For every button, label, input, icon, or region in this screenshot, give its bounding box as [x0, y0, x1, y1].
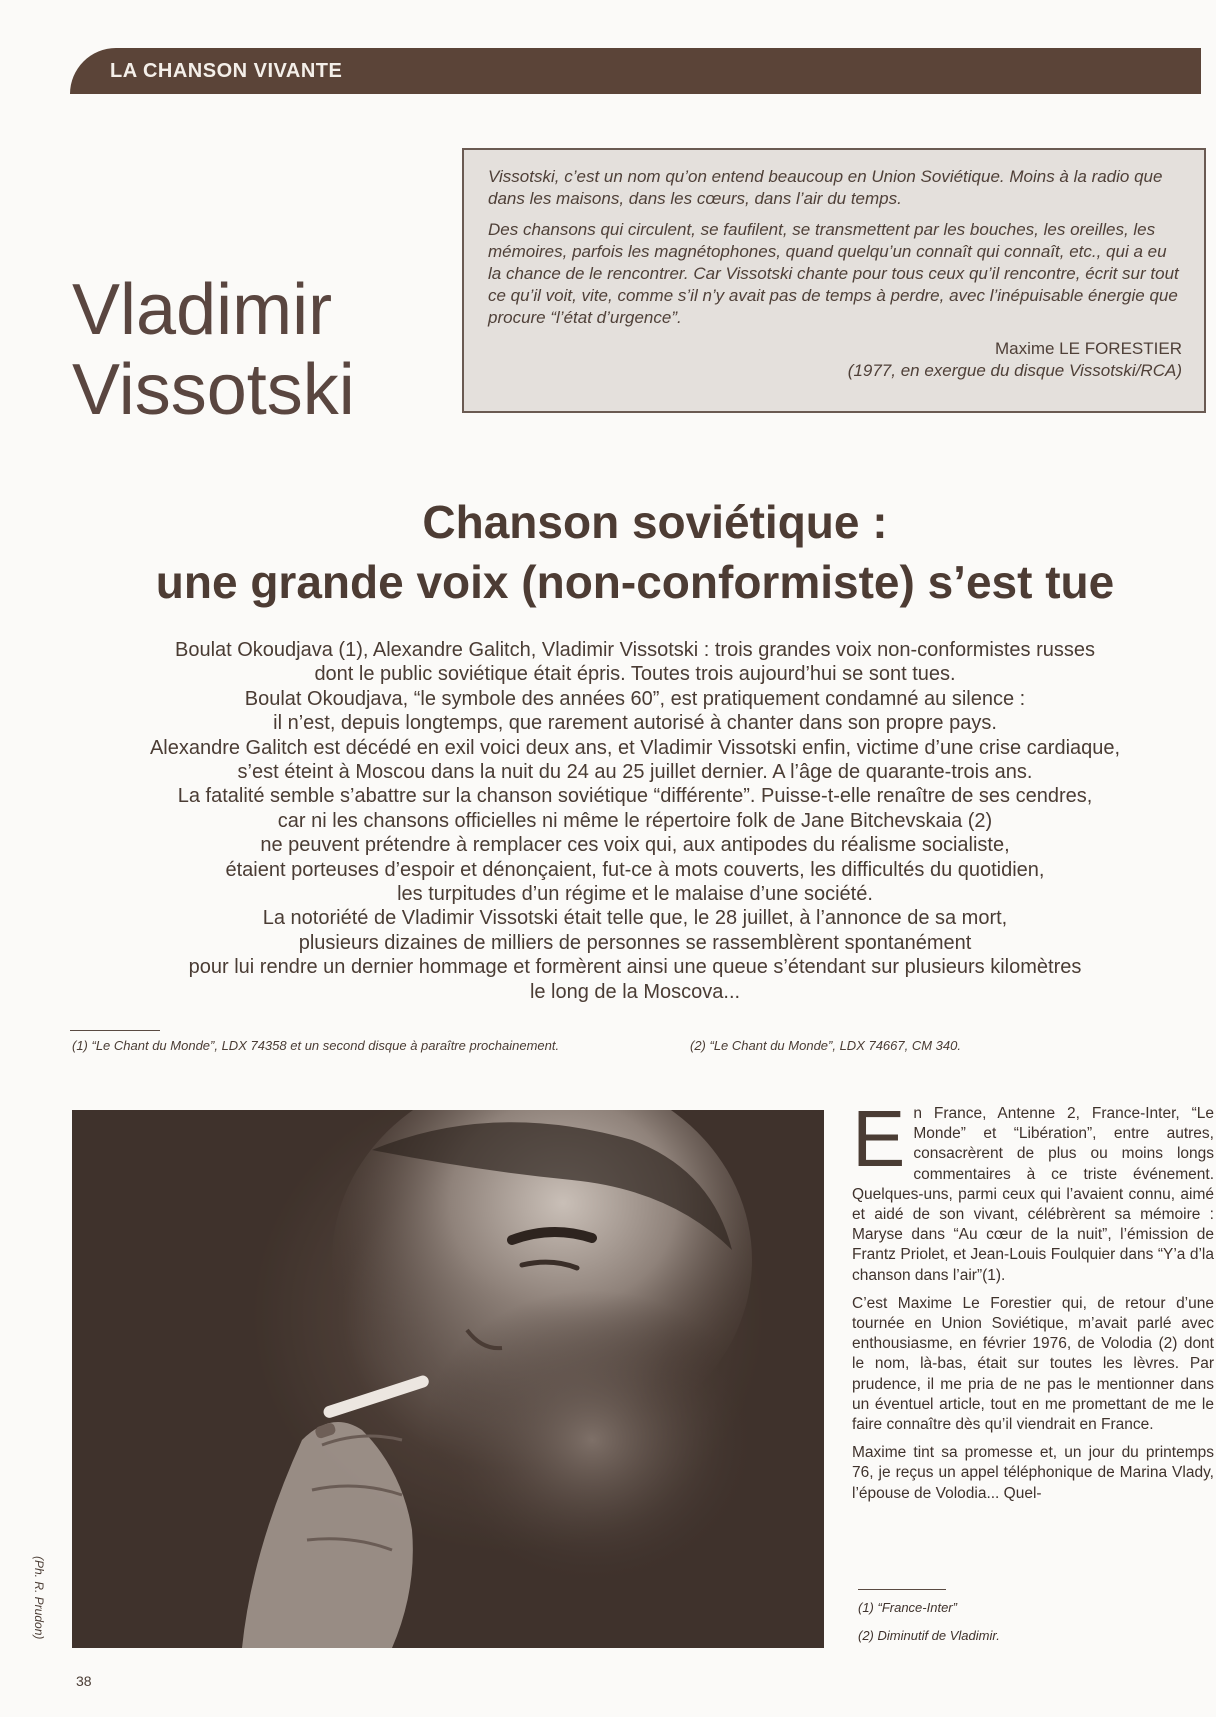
lead-line: car ni les chansons officielles ni même le répertoire folk de Jane Bitchevskaia (2) — [277, 809, 993, 832]
lead-line: étaient porteuses d’espoir et dénonçaient, fut-ce à mots couverts, les difficultés du quotidien, — [225, 858, 1045, 881]
lead-line: le long de la Moscova... — [529, 980, 741, 1003]
page-number: 38 — [76, 1673, 92, 1689]
portrait-photo — [72, 1110, 824, 1648]
lead-line: les turpitudes d’un régime et le malaise d’une société. — [397, 883, 873, 906]
photo-credit: (Ph. R. Prudon) — [32, 1556, 46, 1640]
lead-line: La notoriété de Vladimir Vissotski était telle que, le 28 juillet, à l’annonce de sa mort, — [262, 907, 1008, 930]
lead-line: Boulat Okoudjava, “le symbole des années 60”, est pratiquement condamné au silence : — [244, 687, 1026, 710]
paragraph-text: n France, Antenne 2, France-Inter, “Le Monde” et “Libération”, entre autres, consacrèrent de plus ou moins longs commentaires à ce triste événement. Quelques-uns, parmi ceux qui l’avaient connu, aimé et aidé de son vivant, célébrèrent sa mémoire : Maryse dans “Au cœur de la nuit”, l’émission de Frantz Priolet, et Jean-Louis Foulquier dans “Y’a d’la chanson dans l’air”(1). — [852, 1105, 1214, 1284]
title-line-1: Chanson soviétique : — [422, 496, 888, 548]
footnote-2: (2) “Le Chant du Monde”, LDX 74667, CM 340. — [690, 1038, 961, 1053]
article-title — [60, 492, 1210, 612]
body-paragraph: Maxime tint sa promesse et, un jour du printemps 76, je reçus un appel téléphonique de Marina Vlady, l’épouse de Volodia... Quel- — [852, 1444, 1214, 1502]
body-column — [852, 1094, 1214, 1512]
lead-line: plusieurs dizaines de milliers de personnes se rassemblèrent spontanément — [298, 931, 972, 954]
article-name-heading — [72, 270, 422, 430]
lead-line: dont le public soviétique était épris. Toutes trois aujourd’hui se sont tues. — [314, 663, 956, 686]
name-first: Vladimir — [72, 270, 333, 350]
column-footnote-2: (2) Diminutif de Vladimir. — [858, 1628, 1000, 1643]
epigraph-signature: Maxime LE FORESTIER — [994, 339, 1182, 358]
epigraph-box — [462, 148, 1206, 413]
lead-line: pour lui rendre un dernier hommage et formèrent ainsi une queue s’étendant sur plusieurs kilomètres — [188, 956, 1082, 979]
lead-line: il n’est, depuis longtemps, que rarement autorisé à chanter dans son propre pays. — [273, 712, 997, 735]
column-footnote-1: (1) “France-Inter” — [858, 1600, 957, 1615]
section-banner — [70, 48, 1201, 94]
name-last: Vissotski — [72, 350, 355, 430]
drop-cap: E — [852, 1094, 906, 1183]
epigraph-paragraph: Des chansons qui circulent, se faufilent, se transmettent par les bouches, les oreilles, les mémoires, parfois les magnétophones, quand quelqu’un connaît qui connaît, etc., qui a eu la chance de le rencontrer. Car Vissotski chante pour tous ceux qu’il rencontre, écrit sur tout ce qu’il voit, vite, comme s’il n’y avait pas de temps à perdre, avec l’inépuisable énergie que procure “l’état d’urgence”. — [488, 220, 1179, 327]
footnote-1: (1) “Le Chant du Monde”, LDX 74358 et un second disque à paraître prochainement. — [72, 1038, 560, 1053]
lead-line: Boulat Okoudjava (1), Alexandre Galitch, Vladimir Vissotski : trois grandes voix non-conformistes russes — [174, 639, 1096, 661]
portrait-illustration — [72, 1110, 824, 1648]
footnote-rule — [70, 1030, 160, 1031]
lead-line: Alexandre Galitch est décédé en exil voici deux ans, et Vladimir Vissotski enfin, victime d’une crise cardiaque, — [149, 736, 1121, 759]
body-paragraph — [852, 1094, 1214, 1286]
article-lead — [60, 638, 1210, 1004]
body-paragraph: C’est Maxime Le Forestier qui, de retour d’une tournée en Union Soviétique, m’avait parlé avec enthousiasme, en février 1976, de Volodia (2) dont le nom, là-bas, était sur toutes les lèvres. Par prudence, il me pria de ne pas le mentionner dans un éventuel article, tout en me promettant de me le faire connaître dès qu’il viendrait en France. — [852, 1294, 1214, 1434]
lead-line: s’est éteint à Moscou dans la nuit du 24 au 25 juillet dernier. A l’âge de quarante-trois ans. — [237, 761, 1033, 784]
epigraph-paragraph: Vissotski, c’est un nom qu’on entend beaucoup en Union Soviétique. Moins à la radio que dans les maisons, dans les cœurs, dans l’air du temps. — [488, 167, 1163, 208]
lead-line: ne peuvent prétendre à remplacer ces voix qui, aux antipodes du réalisme socialiste, — [260, 834, 1010, 857]
title-line-2: une grande voix (non-conformiste) s’est tue — [155, 556, 1115, 608]
epigraph-source: (1977, en exergue du disque Vissotski/RCA) — [847, 361, 1182, 380]
lead-line: La fatalité semble s’abattre sur la chanson soviétique “différente”. Puisse-t-elle renaître de ses cendres, — [177, 785, 1093, 808]
section-label: LA CHANSON VIVANTE — [110, 60, 343, 82]
column-footnote-rule — [858, 1589, 946, 1590]
